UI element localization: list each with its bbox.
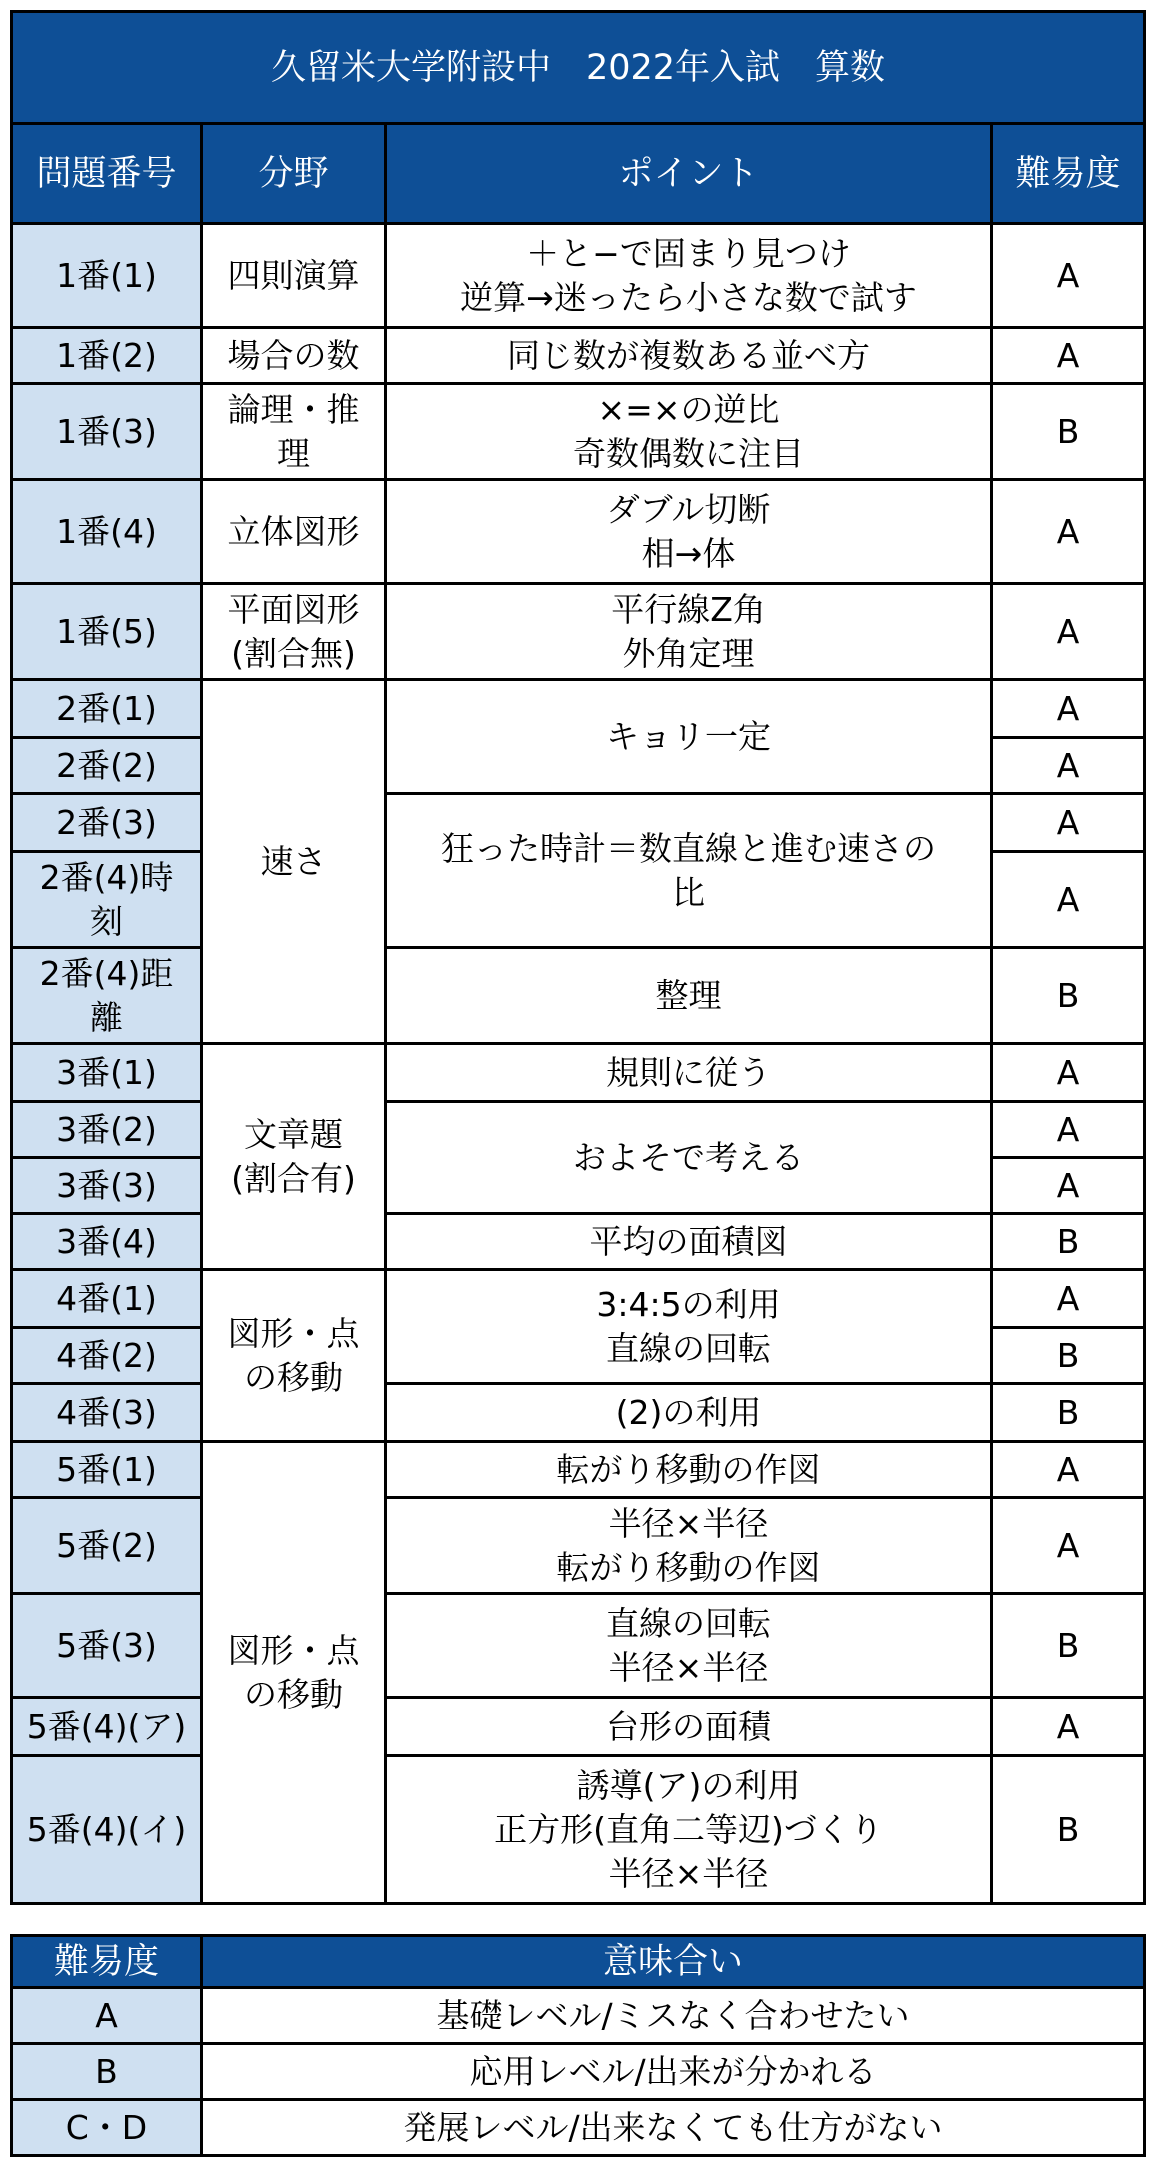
point-cell <box>386 224 992 328</box>
difficulty-cell: B <box>992 948 1145 1044</box>
point-line: ×=×の逆比 <box>597 389 780 429</box>
point-line: 平均の面積図 <box>589 1221 788 1261</box>
point-line: 半径×半径 <box>608 1503 769 1543</box>
difficulty-cell: A <box>992 584 1145 680</box>
problem-number: 2番(3) <box>12 794 202 852</box>
field-line: 平面図形 <box>227 589 360 629</box>
point-line: 規則に従う <box>606 1052 771 1092</box>
point-cell <box>386 1498 992 1594</box>
point-cell <box>386 328 992 384</box>
legend-header-meaning: 意味合い <box>202 1936 1145 1988</box>
point-line: 正方形(直角二等辺)づくり <box>494 1809 883 1849</box>
problem-number: 5番(1) <box>12 1442 202 1498</box>
point-cell <box>386 384 992 480</box>
number-line: 離 <box>90 997 123 1037</box>
legend-meaning: 基礎レベル/ミスなく合わせたい <box>202 1988 1145 2044</box>
number-line: 2番(4)時 <box>39 857 174 897</box>
number-line: 刻 <box>90 901 123 941</box>
field-cell <box>202 1270 386 1442</box>
point-cell <box>386 1442 992 1498</box>
point-cell <box>386 1044 992 1102</box>
legend-header-difficulty: 難易度 <box>12 1936 202 1988</box>
legend-level: A <box>12 1988 202 2044</box>
header-difficulty: 難易度 <box>992 124 1145 224</box>
difficulty-cell: A <box>992 328 1145 384</box>
point-line: 整理 <box>655 975 722 1015</box>
point-line: 転がり移動の作図 <box>556 1449 821 1489</box>
point-line: (2)の利用 <box>615 1392 762 1432</box>
difficulty-cell: B <box>992 1384 1145 1442</box>
header-field: 分野 <box>202 124 386 224</box>
point-line: 外角定理 <box>622 633 755 673</box>
problem-number: 3番(2) <box>12 1102 202 1158</box>
difficulty-cell: A <box>992 680 1145 738</box>
point-line: 台形の面積 <box>606 1706 771 1746</box>
field-cell: 四則演算 <box>202 224 386 328</box>
problem-number: 1番(1) <box>12 224 202 328</box>
difficulty-cell: B <box>992 1756 1145 1904</box>
problem-number: 5番(2) <box>12 1498 202 1594</box>
difficulty-cell: A <box>992 224 1145 328</box>
problem-number: 3番(3) <box>12 1158 202 1214</box>
problem-number <box>12 948 202 1044</box>
difficulty-cell: B <box>992 1594 1145 1698</box>
point-line: 直線の回転 <box>606 1603 771 1643</box>
point-line: 3:4:5の利用 <box>596 1284 781 1324</box>
problem-number <box>12 852 202 948</box>
analysis-table <box>10 10 1146 1905</box>
point-line: 比 <box>672 872 705 912</box>
difficulty-cell: A <box>992 1442 1145 1498</box>
problem-number: 3番(1) <box>12 1044 202 1102</box>
field-line: 論理・推 <box>227 389 360 429</box>
problem-number: 3番(4) <box>12 1214 202 1270</box>
number-line: 2番(4)距 <box>39 953 174 993</box>
point-cell <box>386 794 992 948</box>
problem-number: 4番(3) <box>12 1384 202 1442</box>
field-line: 理 <box>277 433 310 473</box>
difficulty-cell: A <box>992 1158 1145 1214</box>
field-cell <box>202 384 386 480</box>
problem-number: 5番(3) <box>12 1594 202 1698</box>
point-line: 転がり移動の作図 <box>556 1547 821 1587</box>
field-cell: 立体図形 <box>202 480 386 584</box>
difficulty-cell: A <box>992 1044 1145 1102</box>
difficulty-cell: B <box>992 384 1145 480</box>
header-number: 問題番号 <box>12 124 202 224</box>
field-line: の移動 <box>244 1674 343 1714</box>
difficulty-cell: A <box>992 1498 1145 1594</box>
point-cell <box>386 1102 992 1214</box>
difficulty-cell: A <box>992 1102 1145 1158</box>
problem-number: 5番(4)(イ) <box>12 1756 202 1904</box>
field-cell: 速さ <box>202 680 386 1044</box>
point-line: 同じ数が複数ある並べ方 <box>507 335 870 375</box>
point-line: 平行線Z角 <box>611 589 766 629</box>
difficulty-cell: A <box>992 852 1145 948</box>
field-line: 図形・点 <box>227 1630 360 1670</box>
problem-number: 4番(2) <box>12 1328 202 1384</box>
difficulty-cell: A <box>992 480 1145 584</box>
difficulty-cell: A <box>992 738 1145 794</box>
header-point: ポイント <box>386 124 992 224</box>
point-line: 逆算→迷ったら小さな数で試す <box>460 277 917 317</box>
legend-meaning: 応用レベル/出来が分かれる <box>202 2044 1145 2100</box>
problem-number: 1番(3) <box>12 384 202 480</box>
point-line: 狂った時計＝数直線と進む速さの <box>441 828 936 868</box>
point-cell <box>386 584 992 680</box>
problem-number: 5番(4)(ア) <box>12 1698 202 1756</box>
point-cell <box>386 1270 992 1384</box>
field-line: (割合無) <box>231 633 356 673</box>
field-cell: 場合の数 <box>202 328 386 384</box>
field-cell <box>202 1442 386 1904</box>
point-cell <box>386 480 992 584</box>
difficulty-cell: B <box>992 1214 1145 1270</box>
point-cell <box>386 1594 992 1698</box>
point-line: 直線の回転 <box>606 1328 771 1368</box>
point-cell <box>386 948 992 1044</box>
point-line: 相→体 <box>641 533 736 573</box>
point-cell <box>386 1214 992 1270</box>
point-line: 半径×半径 <box>608 1647 769 1687</box>
point-line: ＋と−で固まり見つけ <box>526 233 851 273</box>
field-line: (割合有) <box>231 1158 356 1198</box>
difficulty-cell: B <box>992 1328 1145 1384</box>
point-cell <box>386 1384 992 1442</box>
field-cell <box>202 584 386 680</box>
difficulty-cell: A <box>992 1270 1145 1328</box>
field-line: 文章題 <box>244 1114 343 1154</box>
point-line: およそで考える <box>573 1137 804 1177</box>
table-title: 久留米大学附設中 2022年入試 算数 <box>12 12 1145 124</box>
problem-number: 2番(2) <box>12 738 202 794</box>
legend-level: C・D <box>12 2100 202 2156</box>
legend-level: B <box>12 2044 202 2100</box>
problem-number: 4番(1) <box>12 1270 202 1328</box>
point-cell <box>386 1698 992 1756</box>
field-cell <box>202 1044 386 1270</box>
difficulty-cell: A <box>992 794 1145 852</box>
field-line: 図形・点 <box>227 1313 360 1353</box>
point-line: キョリ一定 <box>606 716 771 756</box>
point-cell <box>386 1756 992 1904</box>
problem-number: 2番(1) <box>12 680 202 738</box>
problem-number: 1番(2) <box>12 328 202 384</box>
problem-number: 1番(5) <box>12 584 202 680</box>
point-cell <box>386 680 992 794</box>
legend-meaning: 発展レベル/出来なくても仕方がない <box>202 2100 1145 2156</box>
difficulty-cell: A <box>992 1698 1145 1756</box>
point-line: ダブル切断 <box>606 489 771 529</box>
problem-number: 1番(4) <box>12 480 202 584</box>
field-line: の移動 <box>244 1357 343 1397</box>
point-line: 半径×半径 <box>608 1853 769 1893</box>
point-line: 奇数偶数に注目 <box>573 433 804 473</box>
difficulty-legend-table <box>10 1934 1146 2157</box>
point-line: 誘導(ア)の利用 <box>576 1765 801 1805</box>
